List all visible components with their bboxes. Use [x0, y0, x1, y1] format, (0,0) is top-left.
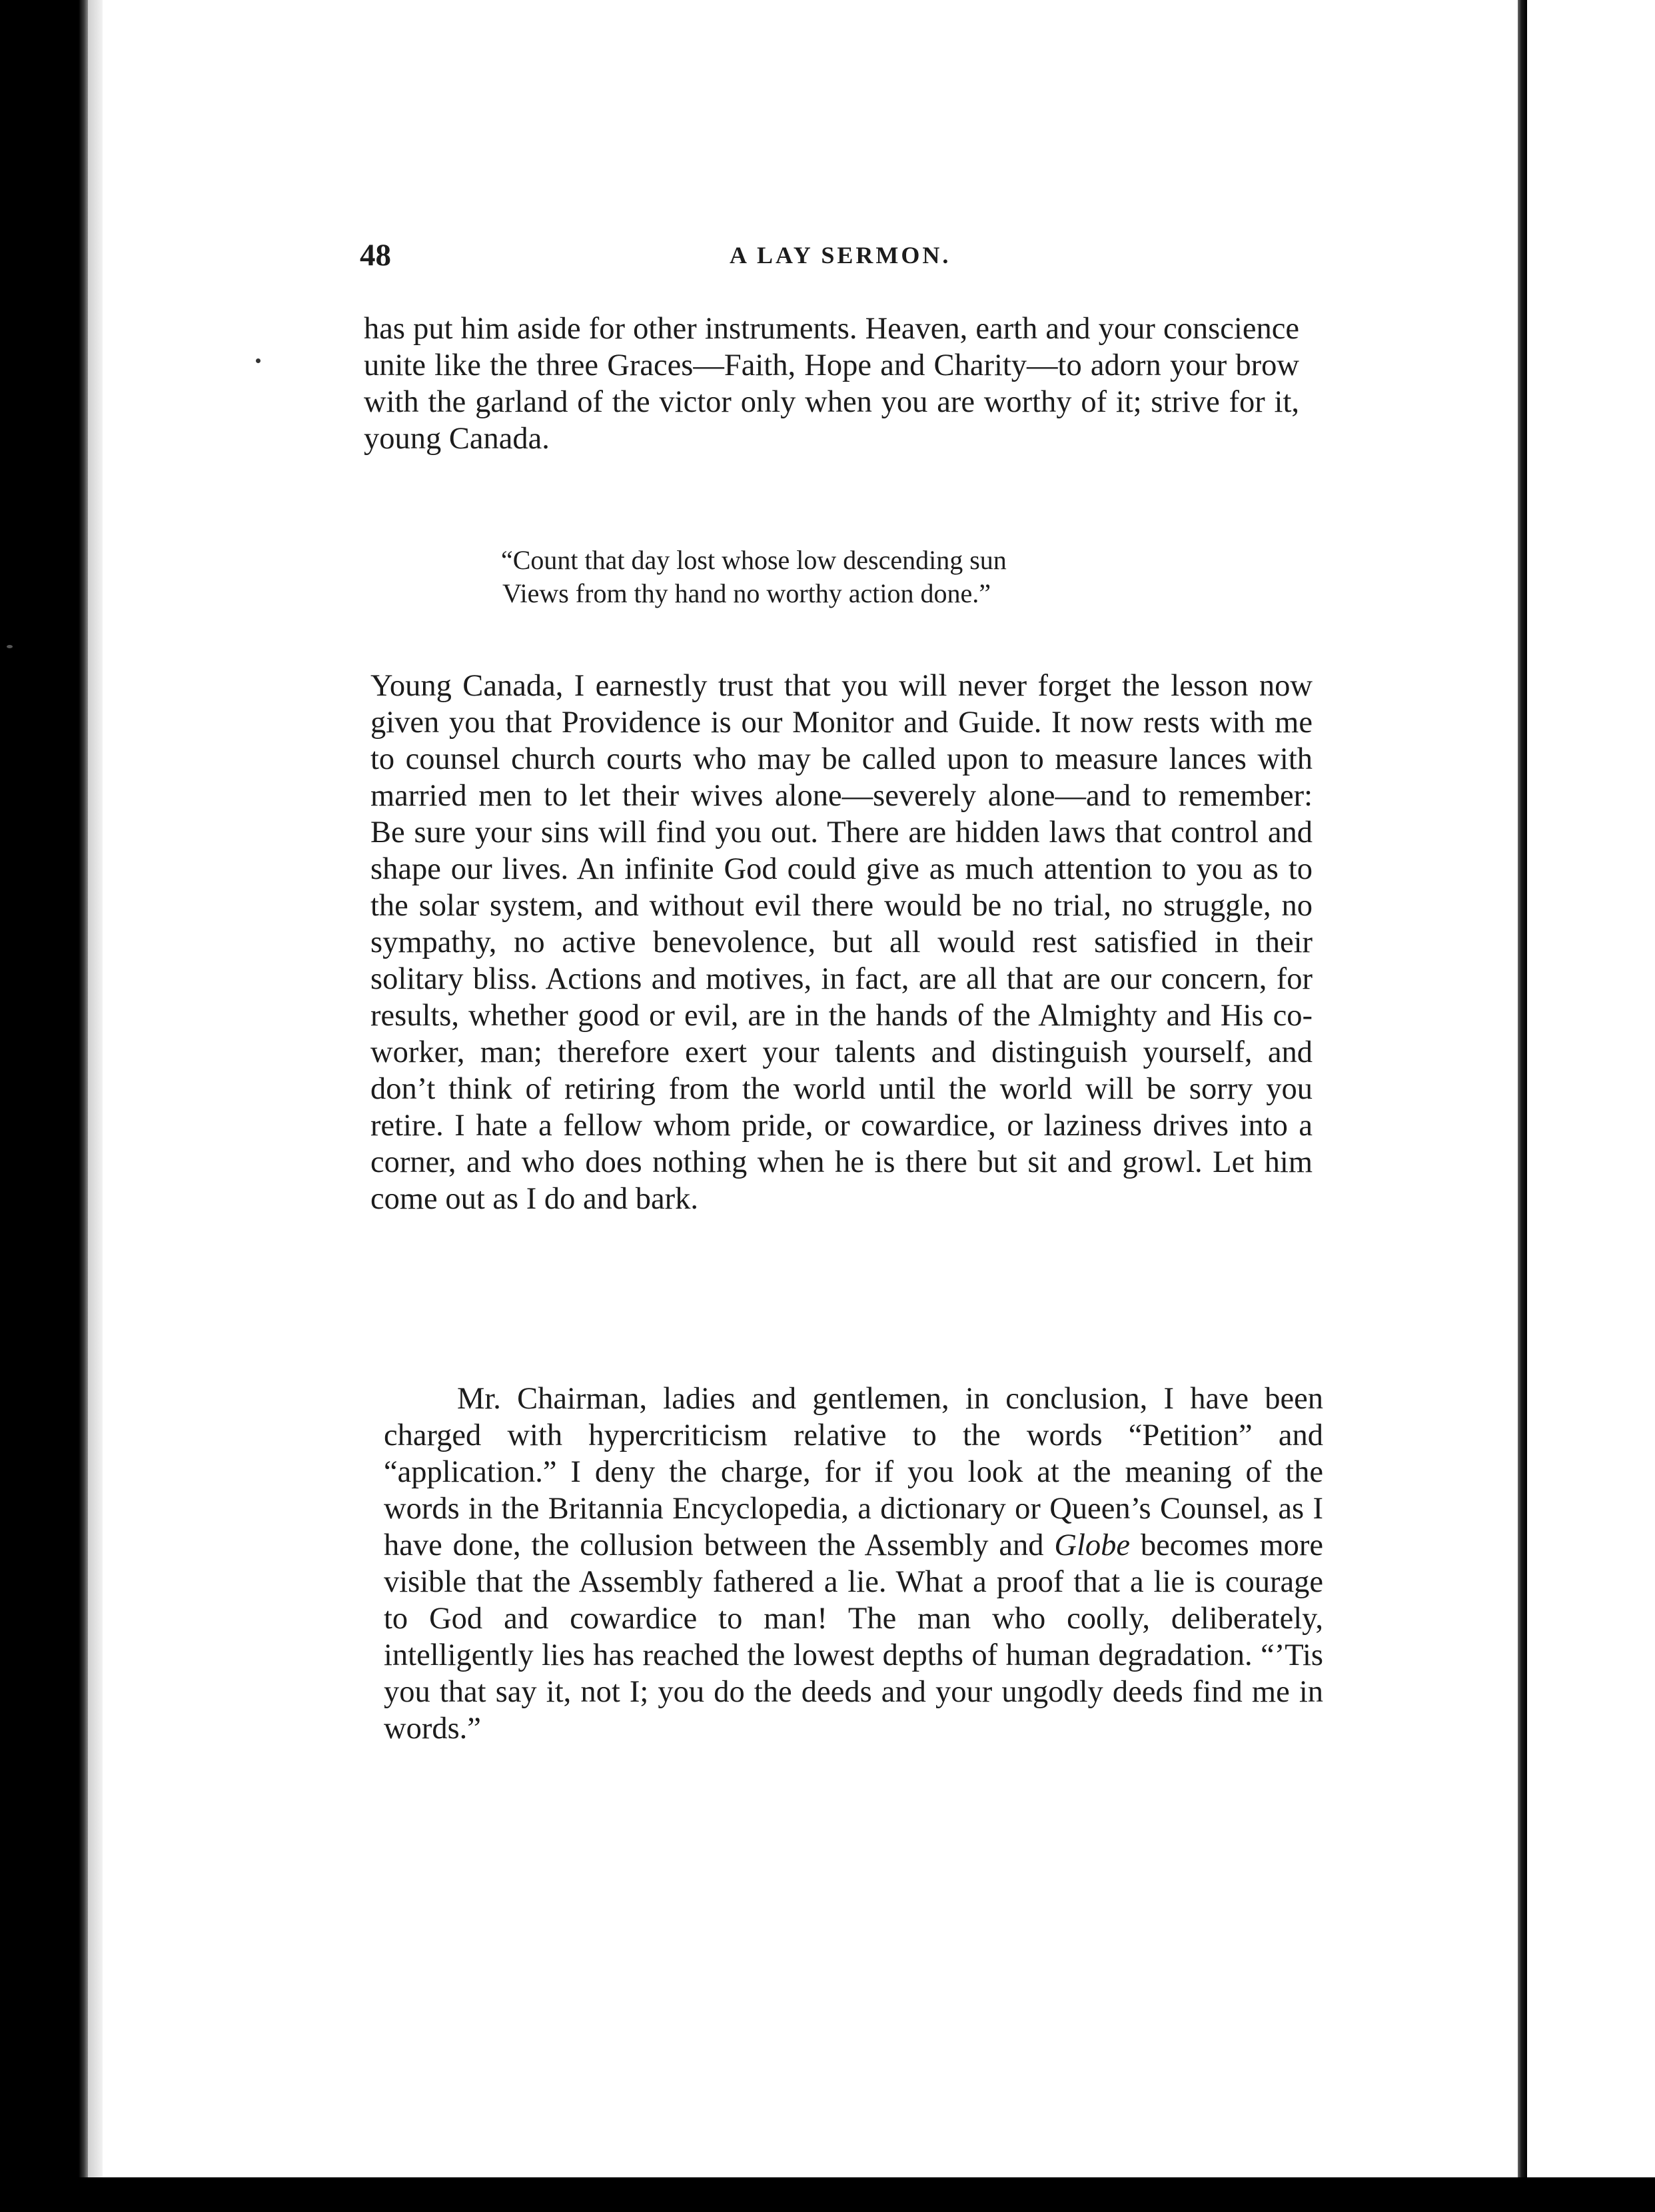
- scan-speck: [7, 645, 13, 648]
- conclusion-text-part-1: Mr. Chairman, ladies and gentlemen, in conclusion, I have been charged with hypercriticism relative to the words “Petition” and “application.” I deny the charge, for if you look at the meaning of the words in the Britannia Encyclopedia, a dictionary or Queen’s Counsel, as I have done, the collusion between the Assembly and: [384, 1382, 1323, 1562]
- quote-line-1: “Count that day lost whose low descending sun: [501, 545, 1007, 575]
- quote-line-2: Views from thy hand no worthy action done.”: [502, 578, 991, 608]
- scan-left-border: [0, 0, 88, 2212]
- body-paragraph: [370, 668, 1313, 1217]
- conclusion-text-part-2: becomes more visible that the Assembly fathered a lie. What a proof that a lie is courage to God and cowardice to man! The man who coolly, deliberately, intelligently lies has reached the lowest depths of human degradation. “’Tis you that say it, not I; you do the deeds and your ungodly deeds find me in words.”: [384, 1528, 1324, 1746]
- scan-right-border: [1518, 0, 1527, 2212]
- verse-quote: [501, 544, 1234, 610]
- body-text: Young Canada, I earnestly trust that you will never forget the lesson now given you that Providence is our Monitor and Guide. It now rests with me to counsel church courts who may be called upon to measure lances with married men to let their wives alone—severely alone—and to remember: Be sure your sins will find you out. There are hidden laws that control and shape our lives. An infinite God could give as much attention to you as to the solar system, and without evil there would be no trial, no struggle, no sympathy, no active benevolence, but all would rest satisfied in their solitary bliss. Actions and motives, in fact, are all that are our concern, for results, whether good or evil, are in the hands of the Almighty and His co-worker, man; therefore exert your talents and distinguish yourself, and don’t think of retiring from the world until the world will be sorry you retire. I hate a fellow whom pride, or cowardice, or laziness drives into a corner, and who does nothing when he is there but sit and growl. Let him come out as I do and bark.: [370, 669, 1313, 1216]
- scan-speck: [256, 358, 261, 363]
- opening-paragraph: [364, 310, 1299, 457]
- page-number: 48: [360, 238, 391, 273]
- newspaper-title: Globe: [1054, 1528, 1131, 1562]
- running-head: A LAY SERMON.: [730, 242, 951, 269]
- scan-bottom-border: [0, 2177, 1655, 2212]
- conclusion-text: [384, 1381, 1323, 1747]
- scan-page-edge: [88, 0, 103, 2212]
- conclusion-paragraph: [384, 1381, 1323, 1747]
- opening-text: has put him aside for other instruments. Heaven, earth and your conscience unite like the three Graces—Faith, Hope and Charity—to adorn your brow with the garland of the victor only when you are worthy of it; strive for it, young Canada.: [364, 312, 1299, 456]
- page-header: [360, 237, 1313, 277]
